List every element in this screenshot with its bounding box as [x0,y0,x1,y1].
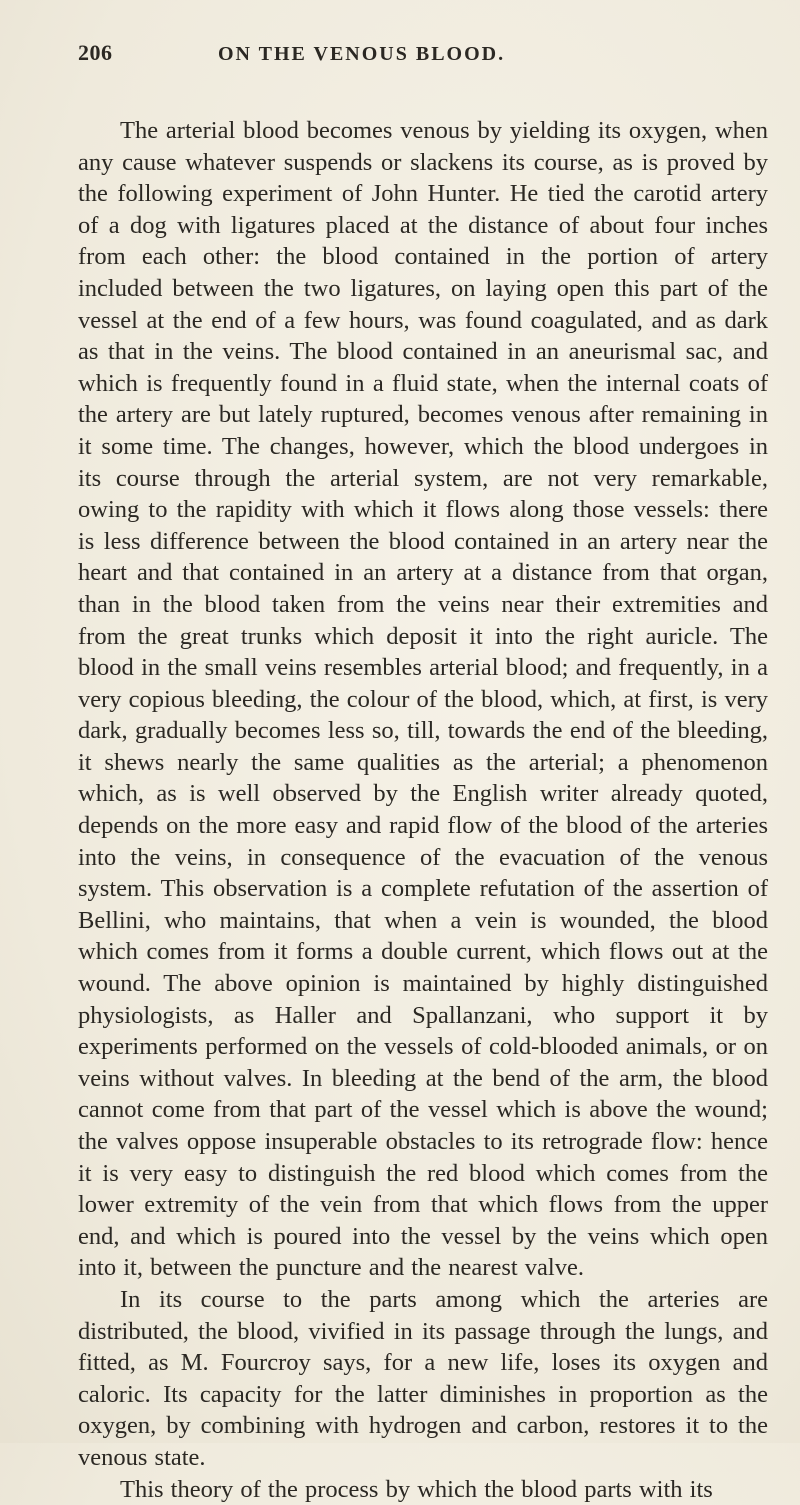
paragraph: In its course to the parts among which the arteries are distributed, the blood, vivified in its passage through the lungs, and fitted, as M. Fourcroy says, for a new life, loses its oxygen and caloric. Its capacity for the latter diminishes in proportion as the oxygen, by combining with hydrogen and carbon, restores it to the venous state. [78,1285,768,1471]
body-text [78,115,768,1505]
running-title: ON THE VENOUS BLOOD. [218,43,506,65]
paragraph: This theory of the process by which the blood parts with its [120,1475,713,1503]
book-page [78,40,768,1505]
paragraph: The arterial blood becomes venous by yielding its oxygen, when any cause whatever suspends or slackens its course, as is proved by the following experiment of John Hunter. He tied the carotid artery of a dog with ligatures placed at the distance of about four inches from each other: the blood contained in the portion of artery included between the two ligatures, on laying open this part of the vessel at the end of a few hours, was found coagulated, and as dark as that in the veins. The blood contained in an aneurismal sac, and which is frequently found in a fluid state, when the internal coats of the artery are but lately ruptured, becomes venous after remaining in it some time. The changes, however, which the blood undergoes in its course through the arterial system, are not very remarkable, owing to the rapidity with which it flows along those vessels: there is less difference between the blood contained in an artery near the heart and that contained in an artery at a distance from that organ, than in the blood taken from the veins near their extremities and from the great trunks which deposit it into the right auricle. The blood in the small veins resembles arterial blood; and frequently, in a very copious bleeding, the colour of the blood, which, at first, is very dark, gradually becomes less so, till, towards the end of the bleeding, it shews nearly the same qualities as the arterial; a phenomenon which, as is well observed by the English writer already quoted, depends on the more easy and rapid flow of the blood of the arteries into the veins, in consequence of the evacuation of the venous system. This observation is a complete refutation of the assertion of Bellini, who maintains, that when a vein is wounded, the blood which comes from it forms a double current, which flows out at the wound. The above opinion is maintained by highly distinguished physiologists, as Haller and Spallanzani, who support it by experiments performed on the vessels of cold-blooded animals, or on veins without valves. In bleeding at the bend of the arm, the blood cannot come from that part of the vessel which is above the wound; the valves oppose insuperable obstacles to its retrograde flow: hence it is very easy to distinguish the red blood which comes from the lower extremity of the vein from that which flows from the upper end, and which is poured into the vessel by the veins which open into it, between the puncture and the nearest valve. [78,117,768,1282]
running-head [78,40,768,80]
page-number: 206 [78,40,113,65]
